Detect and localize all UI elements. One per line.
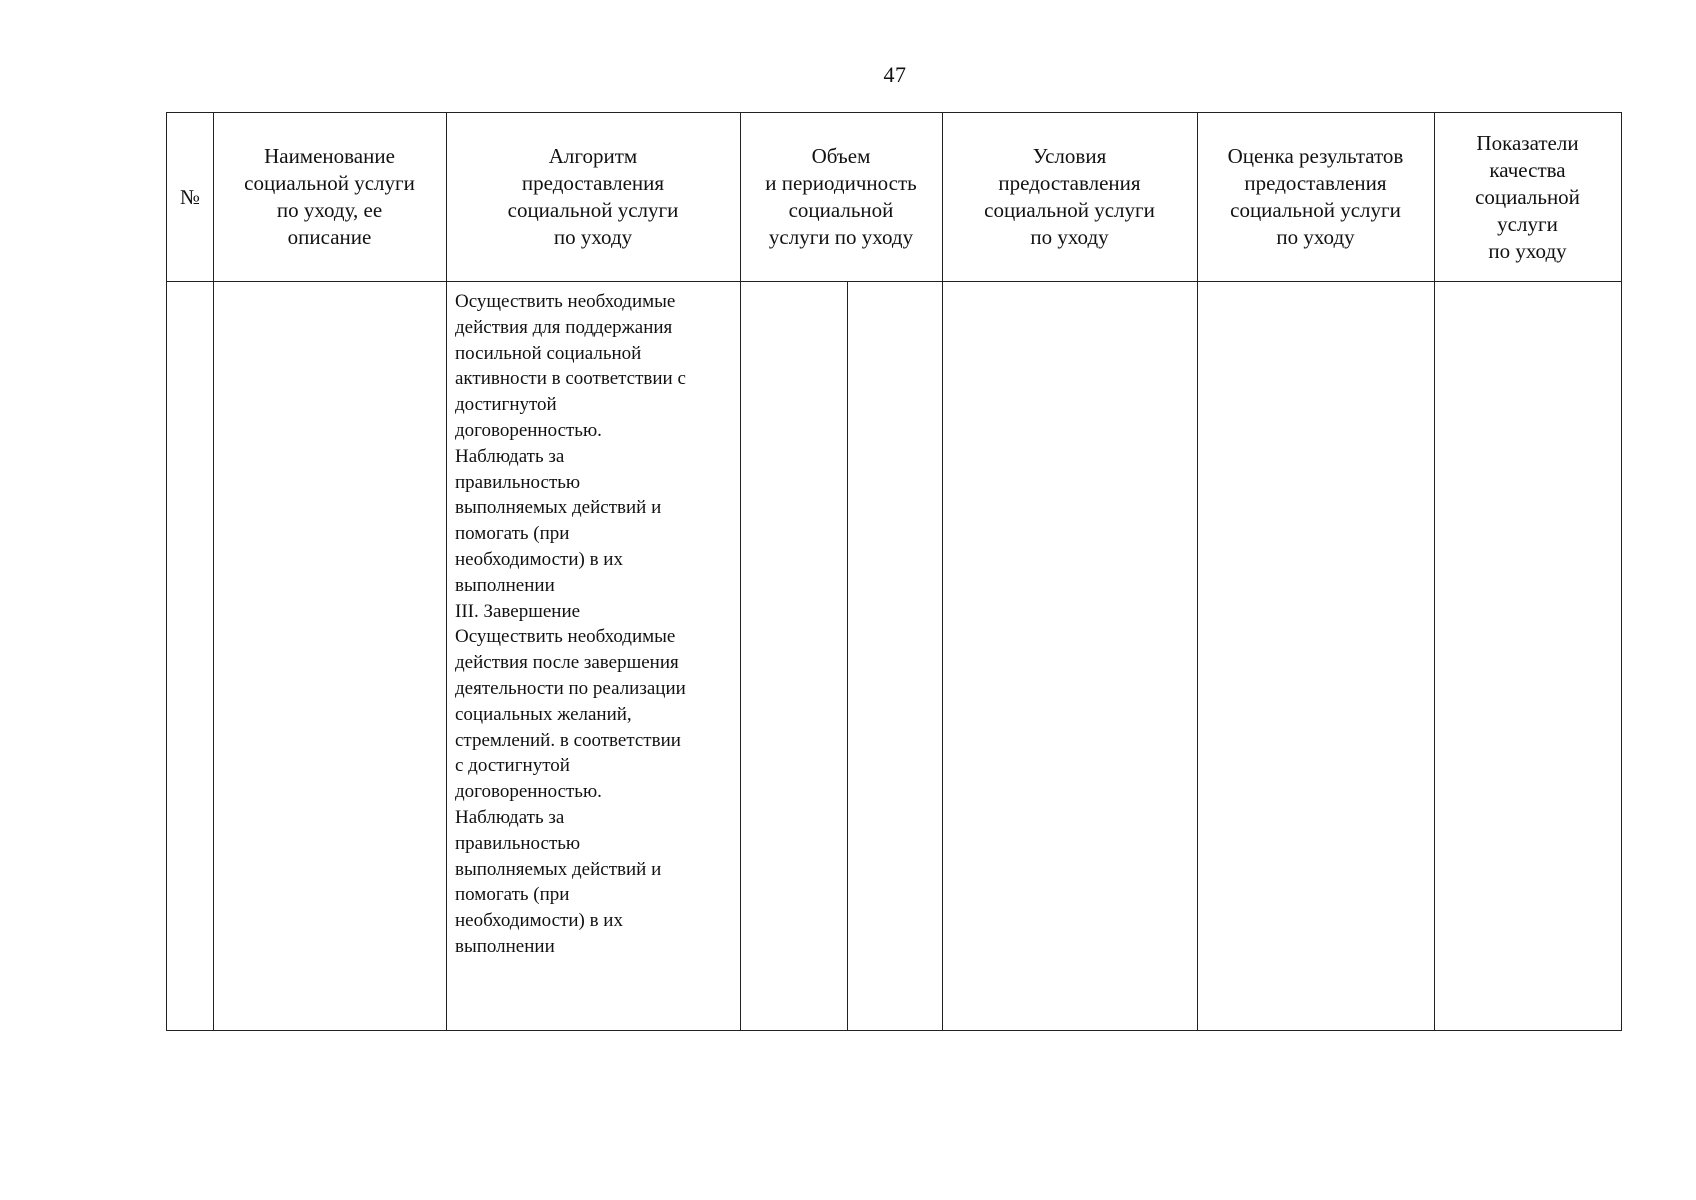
- algorithm-line: выполняемых действий и: [455, 858, 662, 880]
- algorithm-line: стремлений. в соответствии: [455, 729, 681, 751]
- algorithm-line: социальных желаний,: [455, 703, 632, 725]
- algorithm-line: достигнутой: [455, 394, 557, 416]
- algorithm-line: действия после завершения: [455, 652, 679, 674]
- header-quality: Показатели качества социальной услуги по уходу: [1475, 130, 1580, 263]
- algorithm-line: выполнении: [455, 935, 555, 957]
- header-number: №: [179, 184, 201, 209]
- algorithm-line: выполняемых действий и: [455, 497, 662, 519]
- service-table: [166, 112, 1622, 1031]
- algorithm-line: активности в соответствии с: [455, 368, 686, 390]
- header-service-name: Наименование социальной услуги по уходу, ее описание: [244, 144, 415, 249]
- algorithm-line: с достигнутой: [455, 755, 570, 777]
- algorithm-line: правильностью: [455, 471, 581, 493]
- header-conditions: Условия предоставления социальной услуги по уходу: [984, 144, 1155, 249]
- algorithm-line: Наблюдать за: [455, 806, 565, 828]
- algorithm-line: Наблюдать за: [455, 445, 565, 467]
- algorithm-line: договоренностью.: [455, 781, 602, 803]
- header-algorithm: Алгоритм предоставления социальной услуги по уходу: [507, 144, 679, 249]
- algorithm-line: договоренностью.: [455, 419, 602, 441]
- algorithm-line: действия для поддержания: [455, 316, 673, 338]
- algorithm-line: III. Завершение: [455, 600, 581, 622]
- algorithm-line: Осуществить необходимые: [455, 291, 676, 312]
- header-separator: [167, 281, 1621, 282]
- algorithm-line: необходимости) в их: [455, 910, 623, 932]
- algorithm-line: помогать (при: [455, 884, 570, 906]
- algorithm-cell: [455, 289, 749, 960]
- header-evaluation: Оценка результатов предоставления социальной услуги по уходу: [1227, 144, 1404, 249]
- algorithm-line: помогать (при: [455, 523, 570, 545]
- algorithm-line: Осуществить необходимые: [455, 626, 676, 648]
- algorithm-line: посильной социальной: [455, 342, 642, 364]
- column-subdivider: [847, 281, 848, 1030]
- algorithm-line: выполнении: [455, 574, 555, 596]
- algorithm-line: необходимости) в их: [455, 548, 623, 570]
- algorithm-line: правильностью: [455, 832, 581, 854]
- page-number: 47: [883, 62, 907, 87]
- algorithm-line: деятельности по реализации: [455, 677, 686, 699]
- header-volume: Объем и периодичность социальной услуги по уходу: [765, 144, 917, 249]
